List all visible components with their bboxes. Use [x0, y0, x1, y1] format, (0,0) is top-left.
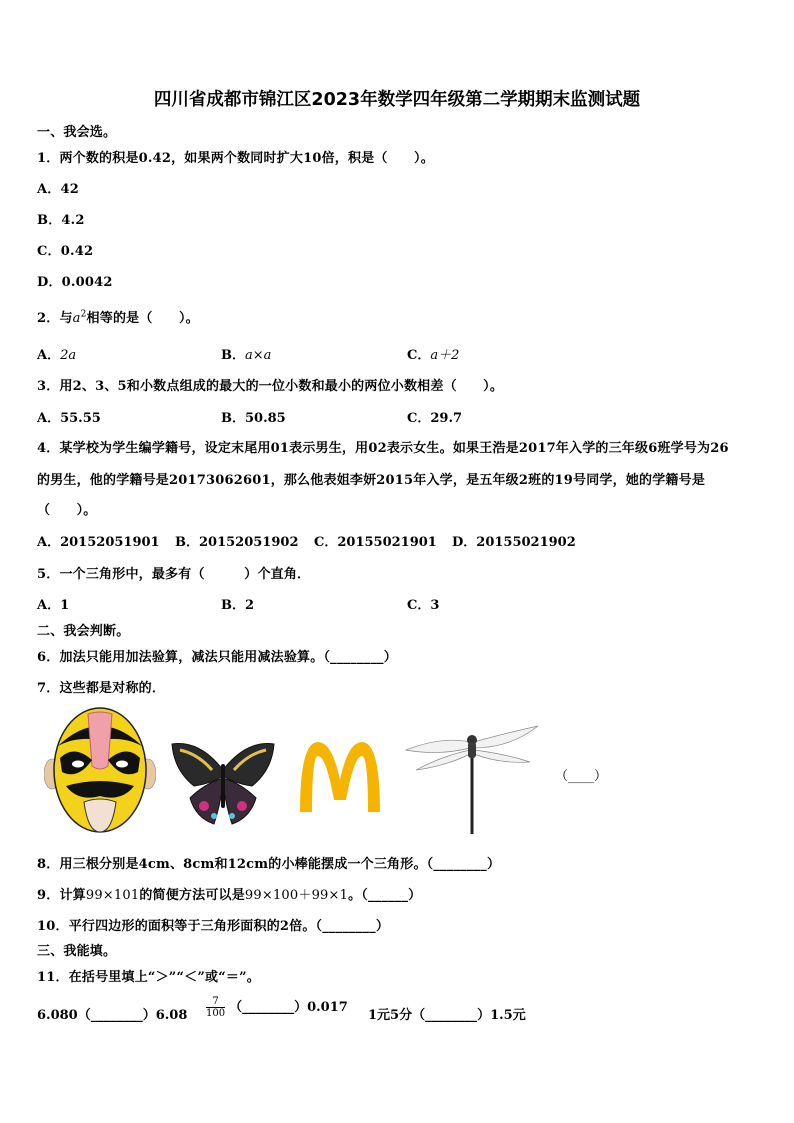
question-2-stem: [37, 307, 199, 326]
question-1-option-a: A．42: [37, 182, 79, 197]
option-label: C．: [407, 348, 431, 363]
question-3-stem: 3．用2、3、5和小数点组成的最大的一位小数和最小的两位小数相差（ ）。: [37, 379, 504, 394]
question-1-option-b: B．4.2: [37, 213, 85, 228]
question-1-stem: 1．两个数的积是0.42，如果两个数同时扩大10倍，积是（ ）。: [37, 151, 434, 166]
dragonfly-image: [402, 720, 542, 836]
question-6-stem: 6．加法只能用加法验算，减法只能用减法验算。（________）: [37, 650, 397, 665]
question-11-part-1: 6.080（________）6.08: [37, 1008, 188, 1023]
question-3-option-c: C．29.7: [407, 411, 463, 426]
section-heading-judge: 二、我会判断。: [37, 624, 130, 639]
question-2-option-c: [407, 344, 459, 363]
question-5-option-b: B．2: [221, 598, 255, 613]
question-2-var: a: [72, 311, 81, 326]
question-5-stem: 5．一个三角形中，最多有（ ）个直角．: [37, 567, 311, 582]
question-2-option-b: [221, 344, 271, 363]
question-7-stem: 7．这些都是对称的．: [37, 681, 166, 696]
question-3-option-b: B．50.85: [221, 411, 286, 426]
question-9-post: 。（______）: [348, 888, 422, 903]
question-10-stem: 10．平行四边形的面积等于三角形面积的2倍。（________）: [37, 919, 390, 934]
fraction-numerator: 7: [206, 996, 225, 1008]
option-label: B．: [221, 348, 245, 363]
question-11-part-3: 1元5分（________）1.5元: [368, 1008, 526, 1023]
question-2-exponent: 2: [80, 309, 87, 320]
question-2-pre: 2．与: [37, 311, 73, 326]
question-5-option-c: C．3: [407, 598, 440, 613]
option-expr: a＋2: [430, 348, 460, 363]
option-expr: a×a: [245, 348, 272, 363]
question-9-expr2: 99×100＋99×1: [244, 888, 349, 903]
opera-mask-image: [44, 706, 156, 836]
golden-arches-logo: [296, 740, 384, 814]
question-9-stem: [37, 884, 421, 903]
question-11-part-2-text: （________）0.017: [229, 1000, 348, 1015]
question-8-stem: 8．用三根分别是4cm、8cm和12cm的小棒能摆成一个三角形。（________）: [37, 857, 501, 872]
question-5-option-a: A．1: [37, 598, 70, 613]
question-4-option-c: C．20155021901: [314, 535, 437, 550]
question-2-option-a: [37, 344, 76, 363]
option-expr: 2a: [60, 348, 77, 363]
section-heading-choose: 一、我会选。: [37, 125, 117, 140]
question-4-line1: 4．某学校为学生编学籍号，设定末尾用01表示男生，用02表示女生。如果王浩是2017年入学的三年级6班学号为26: [37, 441, 729, 456]
question-7-answer-blank[interactable]: （____）: [555, 769, 608, 784]
fraction: [206, 996, 225, 1019]
question-9-pre: 9．计算: [37, 888, 86, 903]
question-9-expr1: 99×101: [85, 888, 140, 903]
question-4-line2: 的男生，他的学籍号是20173062601，那么他表姐李妍2015年入学，是五年级2班的19号同学，她的学籍号是: [37, 473, 706, 488]
option-label: A．: [37, 348, 61, 363]
question-4-option-a: A．20152051901: [37, 535, 160, 550]
butterfly-image: [170, 740, 276, 826]
page-title: 四川省成都市锦江区2023年数学四年级第二学期期末监测试题: [153, 90, 641, 110]
question-1-option-d: D．0.0042: [37, 275, 113, 290]
question-2-post: 相等的是（ ）。: [86, 311, 199, 326]
section-heading-fill: 三、我能填。: [37, 944, 117, 959]
question-11-part-2: [202, 996, 348, 1019]
question-9-mid: 的简便方法可以是: [139, 888, 245, 903]
fraction-denominator: 100: [206, 1008, 226, 1019]
question-3-option-a: A．55.55: [37, 411, 101, 426]
question-4-option-d: D．20155021902: [452, 535, 576, 550]
question-11-stem: 11．在括号里填上“＞”“＜”或“＝”。: [37, 970, 260, 985]
question-1-option-c: C．0.42: [37, 244, 94, 259]
question-4-line3: （ ）。: [37, 503, 97, 518]
question-4-option-b: B．20152051902: [175, 535, 299, 550]
